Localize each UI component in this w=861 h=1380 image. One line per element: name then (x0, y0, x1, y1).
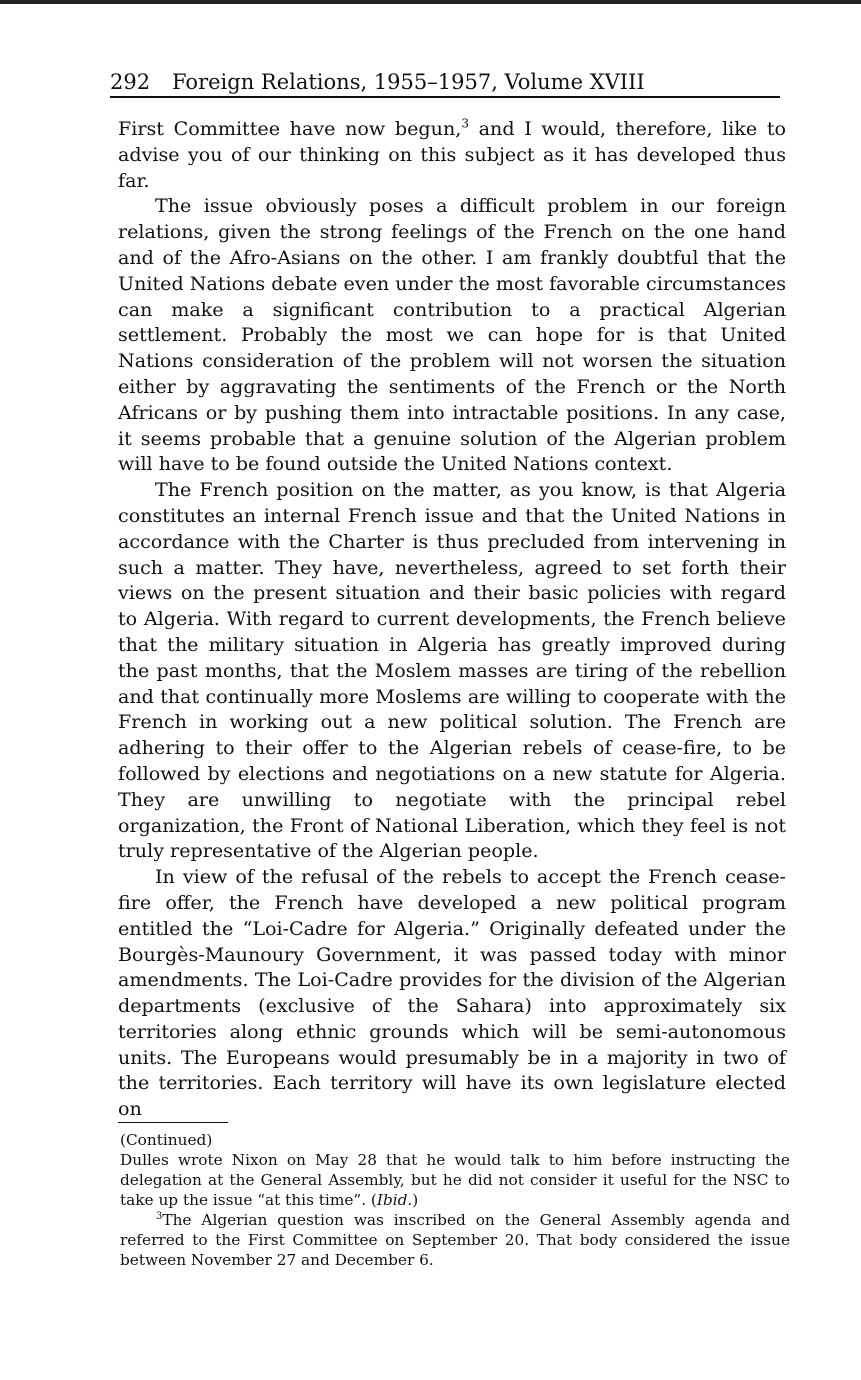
footnotes (120, 1130, 790, 1270)
paragraph-1-text-end: and I would, therefore, like to advise you of our thinking on this subject as it has developed thus far. (118, 117, 786, 192)
paragraph-1-text-start: First Committee have now begun, (118, 117, 462, 140)
top-edge-rule (0, 0, 861, 4)
running-header (110, 68, 780, 98)
footnote-3 (120, 1210, 790, 1270)
page-number: 292 (110, 70, 151, 94)
paragraph-2: The issue obviously poses a difficult problem in our foreign relations, given the strong feelings of the French on the one hand and of the Afro-Asians on the other. I am frankly doubtful that the United Nations debate even under the most favorable circumstances can make a significant contribution to a practical Algerian settlement. Probably the most we can hope for is that United Nations consideration of the problem will not worsen the situation either by aggravating the sentiments of the French or the North Africans or by pushing them into intractable positions. In any case, it seems probable that a genuine solution of the Algerian problem will have to be found outside the United Nations context. (118, 194, 786, 476)
continued-footnote-text: Dulles wrote Nixon on May 28 that he would talk to him before instructing the delegation at the General Assembly, but he did not consider it useful for the NSC to take up the issue “at this time”. ( (120, 1151, 790, 1209)
paragraph-1 (118, 116, 786, 193)
footnote-3-text: The Algerian question was inscribed on the General Assembly agenda and referred to the First Committee on September 20. That body considered the issue between November 27 and December 6. (120, 1211, 790, 1269)
body-text (118, 116, 786, 1122)
running-title: Foreign Relations, 1955–1957, Volume XVIII (172, 70, 645, 94)
continued-footnote (120, 1150, 790, 1210)
continued-footnote-close: ) (412, 1191, 419, 1209)
continued-label: (Continued) (120, 1131, 213, 1149)
footnote-3-marker: 3 (156, 1210, 163, 1222)
paragraph-4: In view of the refusal of the rebels to accept the French cease-fire offer, the French have developed a new political program entitled the “Loi-Cadre for Algeria.” Originally defeated under the Bourgès-Maunoury Government, it was passed today with minor amendments. The Loi-Cadre provides for the division of the Algerian departments (exclusive of the Sahara) into approximately six territories along ethnic grounds which will be semi-autonomous units. The Europeans would presumably be in a majority in two of the territories. Each territory will have its own legislature elected on (118, 865, 786, 1121)
ibid-citation: Ibid. (376, 1191, 413, 1209)
paragraph-3: The French position on the matter, as you know, is that Algeria constitutes an internal French issue and that the United Nations in accordance with the Charter is thus precluded from intervening in such a matter. They have, nevertheless, agreed to set forth their views on the present situation and their basic policies with regard to Algeria. With regard to current developments, the French believe that the military situation in Algeria has greatly improved during the past months, that the Moslem masses are tiring of the rebellion and that continually more Moslems are willing to cooperate with the French in working out a new political solution. The French are adhering to their offer to the Algerian rebels of cease-fire, to be followed by elections and negotiations on a new statute for Algeria. They are unwilling to negotiate with the principal rebel organization, the Front of National Liberation, which they feel is not truly representative of the Algerian people. (118, 478, 786, 863)
footnote-reference-3: 3 (461, 116, 469, 131)
footnote-divider (118, 1122, 228, 1123)
